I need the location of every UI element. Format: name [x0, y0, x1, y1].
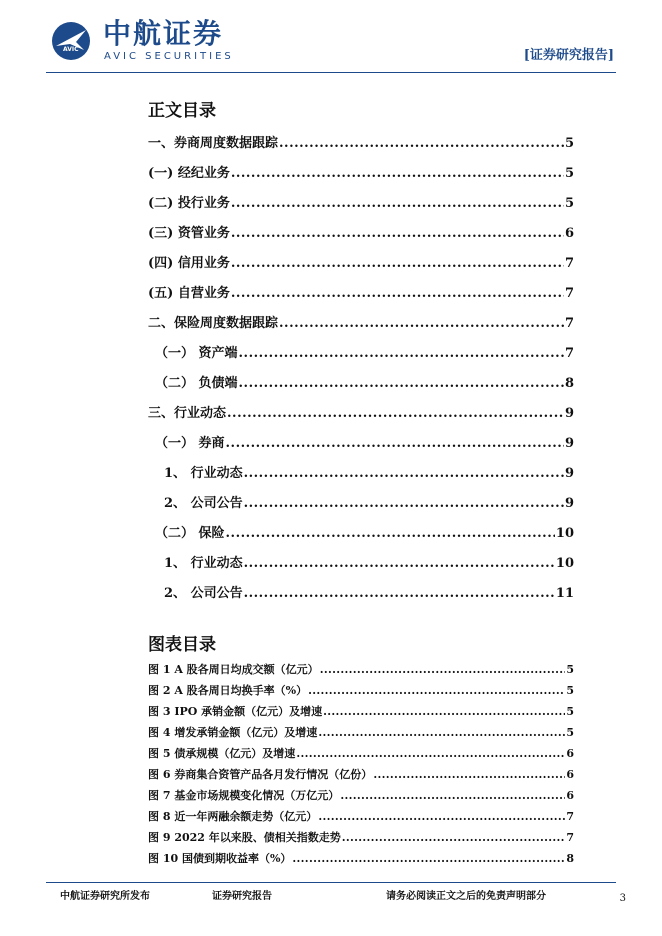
entry-page-number: 5 — [566, 705, 574, 718]
entry-label: （二） 负债端 — [155, 376, 238, 391]
entry-label: 图 8 近一年两融余额走势（亿元） — [148, 810, 318, 823]
leader-dots — [340, 785, 565, 806]
entry-label: 图 5 债承规模（亿元）及增速 — [148, 747, 296, 760]
footer-publisher: 中航证券研究所发布 — [60, 891, 150, 902]
leader-dots — [373, 764, 565, 785]
toc-entry[interactable] — [148, 429, 574, 459]
entry-page-number: 9 — [564, 466, 574, 481]
entry-page-number: 5 — [566, 663, 574, 676]
entry-page-number: 6 — [564, 226, 574, 241]
footer-report-type: 证券研究报告 — [212, 891, 272, 902]
figure-entry[interactable] — [148, 764, 574, 785]
footer-disclaimer: 请务必阅读正文之后的免责声明部分 — [386, 891, 546, 902]
figure-entry[interactable] — [148, 701, 574, 722]
entry-page-number: 6 — [566, 747, 574, 760]
entry-page-number: 10 — [555, 526, 574, 541]
entry-label: 二、保险周度数据跟踪 — [148, 316, 279, 331]
entry-label: 2、 公司公告 — [164, 586, 243, 601]
toc-title: 正文目录 — [148, 101, 216, 121]
figure-entry[interactable] — [148, 659, 574, 680]
figure-entry[interactable] — [148, 680, 574, 701]
figure-entry[interactable] — [148, 848, 574, 869]
entry-label: 图 9 2022 年以来股、债相关指数走势 — [148, 831, 341, 844]
entry-page-number: 6 — [566, 768, 574, 781]
entry-page-number: 5 — [566, 726, 574, 739]
leader-dots — [231, 219, 564, 249]
header-divider — [46, 72, 616, 73]
toc-entry[interactable] — [148, 489, 574, 519]
figure-entry[interactable] — [148, 743, 574, 764]
leader-dots — [226, 429, 564, 459]
entry-label: (三) 资管业务 — [148, 226, 230, 241]
leader-dots — [231, 279, 564, 309]
leader-dots — [244, 459, 564, 489]
entry-page-number: 9 — [564, 436, 574, 451]
entry-page-number: 7 — [564, 256, 574, 271]
entry-page-number: 10 — [555, 556, 574, 571]
leader-dots — [239, 339, 564, 369]
entry-page-number: 7 — [564, 346, 574, 361]
entry-page-number: 7 — [564, 286, 574, 301]
toc-entry[interactable] — [148, 519, 574, 549]
toc-entry[interactable] — [148, 219, 574, 249]
entry-label: 图 3 IPO 承销金额（亿元）及增速 — [148, 705, 323, 718]
toc-entry[interactable] — [148, 339, 574, 369]
leader-dots — [323, 701, 565, 722]
leader-dots — [279, 309, 564, 339]
entry-page-number: 5 — [564, 166, 574, 181]
entry-page-number: 9 — [564, 496, 574, 511]
entry-label: 2、 公司公告 — [164, 496, 243, 511]
leader-dots — [279, 129, 564, 159]
figure-entry[interactable] — [148, 827, 574, 848]
leader-dots — [320, 659, 566, 680]
leader-dots — [231, 189, 564, 219]
leader-dots — [318, 722, 565, 743]
toc-entry[interactable] — [148, 309, 574, 339]
page-header — [0, 0, 662, 78]
entry-label: 图 7 基金市场规模变化情况（万亿元） — [148, 789, 340, 802]
avic-logo-icon — [50, 20, 92, 62]
figure-entry[interactable] — [148, 806, 574, 827]
brand-name-cn: 中航证券 — [103, 17, 224, 50]
entry-label: 图 1 A 股各周日均成交额（亿元） — [148, 663, 319, 676]
entry-label: 一、券商周度数据跟踪 — [148, 136, 279, 151]
leader-dots — [292, 848, 565, 869]
leader-dots — [244, 489, 564, 519]
footer-divider — [46, 882, 616, 883]
entry-page-number: 5 — [566, 684, 574, 697]
entry-label: （二） 保险 — [155, 526, 225, 541]
leader-dots — [318, 806, 565, 827]
leader-dots — [244, 579, 555, 609]
entry-page-number: 8 — [564, 376, 574, 391]
table-of-contents — [148, 129, 574, 609]
leader-dots — [308, 680, 565, 701]
leader-dots — [342, 827, 566, 848]
entry-label: （一） 券商 — [155, 436, 225, 451]
entry-label: (一) 经纪业务 — [148, 166, 230, 181]
toc-entry[interactable] — [148, 279, 574, 309]
figure-entry[interactable] — [148, 722, 574, 743]
entry-label: 图 6 券商集合资管产品各月发行情况（亿份） — [148, 768, 373, 781]
brand-name-en: AVIC SECURITIES — [104, 51, 234, 62]
entry-label: (四) 信用业务 — [148, 256, 230, 271]
entry-label: (五) 自营业务 — [148, 286, 230, 301]
entry-page-number: 11 — [555, 586, 574, 601]
entry-label: 1、 行业动态 — [164, 466, 243, 481]
toc-entry[interactable] — [148, 579, 574, 609]
toc-entry[interactable] — [148, 369, 574, 399]
entry-page-number: 5 — [564, 196, 574, 211]
toc-entry[interactable] — [148, 399, 574, 429]
figure-entry[interactable] — [148, 785, 574, 806]
entry-page-number: 6 — [566, 789, 574, 802]
entry-label: 图 10 国债到期收益率（%） — [148, 852, 292, 865]
toc-entry[interactable] — [148, 189, 574, 219]
leader-dots — [296, 743, 565, 764]
entry-page-number: 7 — [564, 316, 574, 331]
svg-text:AVIC: AVIC — [63, 46, 79, 53]
figures-list — [148, 659, 574, 869]
toc-entry[interactable] — [148, 159, 574, 189]
entry-page-number: 8 — [566, 852, 574, 865]
leader-dots — [226, 519, 555, 549]
leader-dots — [244, 549, 555, 579]
figures-title: 图表目录 — [148, 635, 216, 655]
entry-label: 图 4 增发承销金额（亿元）及增速 — [148, 726, 318, 739]
entry-page-number: 7 — [566, 831, 574, 844]
leader-dots — [231, 159, 564, 189]
leader-dots — [231, 249, 564, 279]
toc-entry[interactable] — [148, 249, 574, 279]
toc-entry[interactable] — [148, 459, 574, 489]
toc-entry[interactable] — [148, 129, 574, 159]
entry-page-number: 9 — [564, 406, 574, 421]
page-number: 3 — [619, 893, 626, 904]
entry-label: 三、行业动态 — [148, 406, 227, 421]
entry-label: (二) 投行业务 — [148, 196, 230, 211]
leader-dots — [227, 399, 564, 429]
leader-dots — [239, 369, 564, 399]
report-type-tag: [证券研究报告] — [523, 48, 614, 63]
toc-entry[interactable] — [148, 549, 574, 579]
entry-label: 1、 行业动态 — [164, 556, 243, 571]
entry-page-number: 5 — [564, 136, 574, 151]
entry-label: 图 2 A 股各周日均换手率（%） — [148, 684, 308, 697]
entry-page-number: 7 — [566, 810, 574, 823]
entry-label: （一） 资产端 — [155, 346, 238, 361]
